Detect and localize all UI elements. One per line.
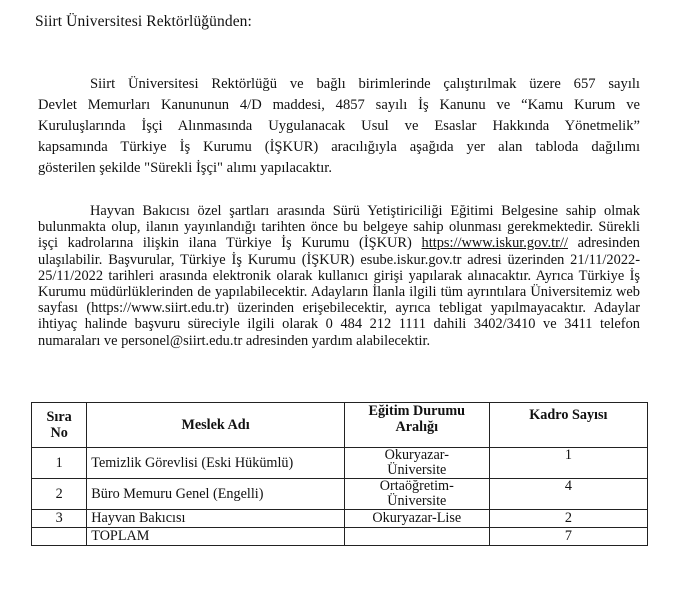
table-header-row: [32, 403, 648, 448]
total-no-empty: [32, 528, 87, 546]
details-text-before-link: Hayvan Bakıcısı özel şartları arasında Sürü Yetiştiriciliği Eğitimi Belgesine sahip olmak bulunmakta olup, ilanın yayınlandığı tarihten önce bu belgeye sahip olunması gerekmektedir. Sürekli işçi kadrolarına ilişkin ilana Türkiye İş Kurumu (İŞKUR): [38, 203, 640, 252]
details-text-after-link: adresinden ulaşılabilir. Başvurular, Türkiye İş Kurumu (İŞKUR) esube.iskur.gov.tr adresi üzerinden 21/11/2022-25/11/2022 tarihleri arasında elektronik olarak kullanıcı girişi yapılarak alınacaktır. Ayrıca Türkiye İş Kurumu müdürlüklerinden de yapılabilecektir. Adayların İlanla ilgili tüm ayrıntılara Üniversitemiz web sayfası (https://www.siirt.edu.tr) üzerinden erişebilecektir, ayrıca tebligat yapılmayacaktır. Adaylar ihtiyaç halinde başvuru süreciyle ilgili olarak 0 484 212 1111 dahili 3402/3410 ve 3411 telefon numaraları ve personel@siirt.edu.tr adresinden yardım alabilecektir.: [38, 235, 640, 349]
row-meslek: Büro Memuru Genel (Engelli): [87, 479, 345, 510]
header-egitim-durumu: Eğitim Durumu Aralığı: [344, 403, 489, 448]
total-row: [32, 528, 648, 546]
row-no: 2: [32, 479, 87, 510]
intro-line: Siirt Üniversitesi Rektörlüğü ve bağlı birimlerinde çalıştırılmak üzere 657 sayılı: [90, 76, 640, 92]
table-row: [32, 479, 648, 510]
row-kadro: 4: [489, 479, 647, 510]
header-meslek-adi: Meslek Adı: [87, 403, 345, 448]
row-no: 1: [32, 448, 87, 479]
intro-line: gösterilen şekilde "Sürekli İşçi" alımı yapılacaktır.: [38, 160, 332, 176]
row-meslek: Hayvan Bakıcısı: [87, 510, 345, 528]
intro-paragraph: [38, 74, 640, 179]
intro-line: Devlet Memurları Kanununun 4/D maddesi, 4857 sayılı İş Kanunu ve “Kamu Kurum ve: [38, 97, 640, 113]
header-sira-no: Sıra No: [32, 403, 87, 448]
total-label: TOPLAM: [87, 528, 345, 546]
table-row: [32, 448, 648, 479]
intro-line: kapsamında Türkiye İş Kurumu (İŞKUR) aracılığıyla aşağıda yer alan tabloda dağılımı: [38, 139, 640, 155]
total-kadro: 7: [489, 528, 647, 546]
row-egitim: Okuryazar- Üniversite: [344, 448, 489, 479]
iskur-link[interactable]: https://www.iskur.gov.tr//: [421, 235, 568, 252]
row-kadro: 2: [489, 510, 647, 528]
row-egitim: Okuryazar-Lise: [344, 510, 489, 528]
row-egitim: Ortaöğretim- Üniversite: [344, 479, 489, 510]
document-heading: Siirt Üniversitesi Rektörlüğünden:: [35, 13, 252, 30]
intro-line: Kuruluşlarında İşçi Alınmasında Uygulanacak Usul ve Esaslar Hakkında Yönetmelik”: [38, 118, 640, 134]
table-row: [32, 510, 648, 528]
positions-table: [31, 402, 648, 546]
row-kadro: 1: [489, 448, 647, 479]
row-no: 3: [32, 510, 87, 528]
total-egitim-empty: [344, 528, 489, 546]
header-kadro-sayisi: Kadro Sayısı: [489, 403, 647, 448]
details-paragraph: [38, 203, 640, 349]
row-meslek: Temizlik Görevlisi (Eski Hükümlü): [87, 448, 345, 479]
